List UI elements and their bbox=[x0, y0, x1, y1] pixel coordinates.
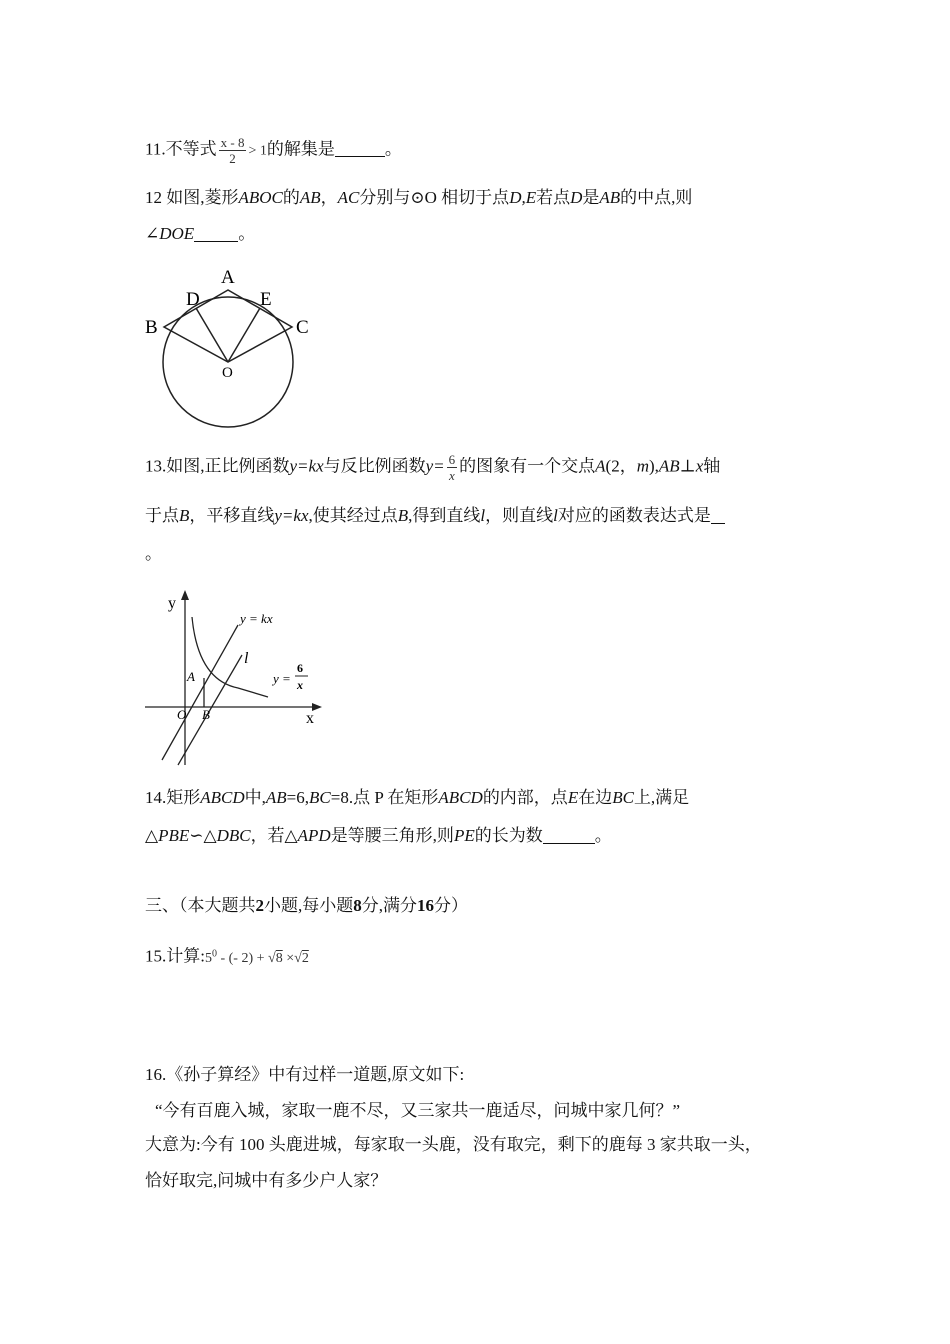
label-o: O bbox=[177, 707, 187, 722]
label-b: B bbox=[145, 317, 158, 338]
label-e: E bbox=[260, 289, 272, 310]
question-14-line1: 14.矩形ABCD中,AB=6,BC=8.点 P 在矩形ABCD的内部，点E在边BC上,满足 bbox=[145, 788, 690, 807]
label-l: l bbox=[244, 650, 249, 667]
section-3-heading: 三、（本大题共2小题,每小题8分,满分16分） bbox=[145, 896, 468, 915]
answer-blank bbox=[335, 140, 385, 157]
label-xden: x bbox=[297, 678, 303, 692]
label-y-axis: y bbox=[168, 595, 176, 612]
function-graph-figure bbox=[140, 585, 330, 770]
y-axis-arrow bbox=[181, 590, 189, 600]
label-six: 6 bbox=[297, 661, 303, 675]
answer-blank bbox=[194, 225, 238, 242]
question-14-line2: △PBE∽△DBC，若△APD是等腰三角形,则PE的长为数 。 bbox=[145, 826, 612, 845]
rhombus-circle-figure bbox=[140, 262, 320, 432]
question-13-line1: 13.如图,正比例函数y=kx与反比例函数y= $\frac{6}{x}$ 的图象有一个交点A(2，m),AB⊥x轴 bbox=[145, 452, 721, 483]
label-a: A bbox=[187, 669, 195, 684]
question-13-line2: 于点B，平移直线y=kx,使其经过点B,得到直线l，则直线l对应的函数表达式是 bbox=[145, 504, 725, 528]
fraction: $\frac{6}{x}$ bbox=[448, 452, 456, 483]
question-12-line2: ∠DOE 。 bbox=[145, 224, 256, 243]
question-16-line2: “今有百鹿入城，家取一鹿不尽，又三家共一鹿适尽，问城中家几何？” bbox=[155, 1101, 681, 1120]
label-x-axis: x bbox=[306, 710, 314, 727]
label-a: A bbox=[221, 267, 235, 288]
question-16-line1: 16.《孙子算经》中有过样一道题,原文如下: bbox=[145, 1065, 465, 1084]
line-ykx bbox=[162, 625, 238, 760]
label-c: C bbox=[296, 317, 309, 338]
rhombus-aboc bbox=[164, 290, 292, 362]
answer-blank bbox=[543, 827, 595, 844]
label-ykx: y = kx bbox=[240, 611, 273, 626]
label-d: D bbox=[186, 289, 200, 310]
label-o: O bbox=[222, 365, 233, 381]
question-13-line3: 。 bbox=[145, 544, 162, 563]
label-yeq: y = bbox=[273, 671, 291, 686]
question-16-line3: 大意为:今有 100 头鹿进城，每家取一头鹿，没有取完，剩下的鹿每 3 家共取一头， bbox=[145, 1135, 762, 1154]
question-16-line4: 恰好取完,问城中有多少户人家？ bbox=[145, 1171, 388, 1190]
label-b: B bbox=[202, 707, 210, 722]
fraction: $\frac{x - 8}{2}$ bbox=[220, 135, 245, 166]
question-11: 11.不等式 $\frac{x - 8}{2}$ > 1的解集是 。 bbox=[145, 135, 402, 166]
answer-blank bbox=[711, 507, 725, 524]
question-12-line1: 12 如图,菱形ABOC的AB，AC分别与⊙O 相切于点D,E若点D是AB的中点,则 bbox=[145, 188, 693, 207]
question-15: 15.计算$:5^0$ - (- 2) + √8 ×√2 bbox=[145, 946, 309, 966]
